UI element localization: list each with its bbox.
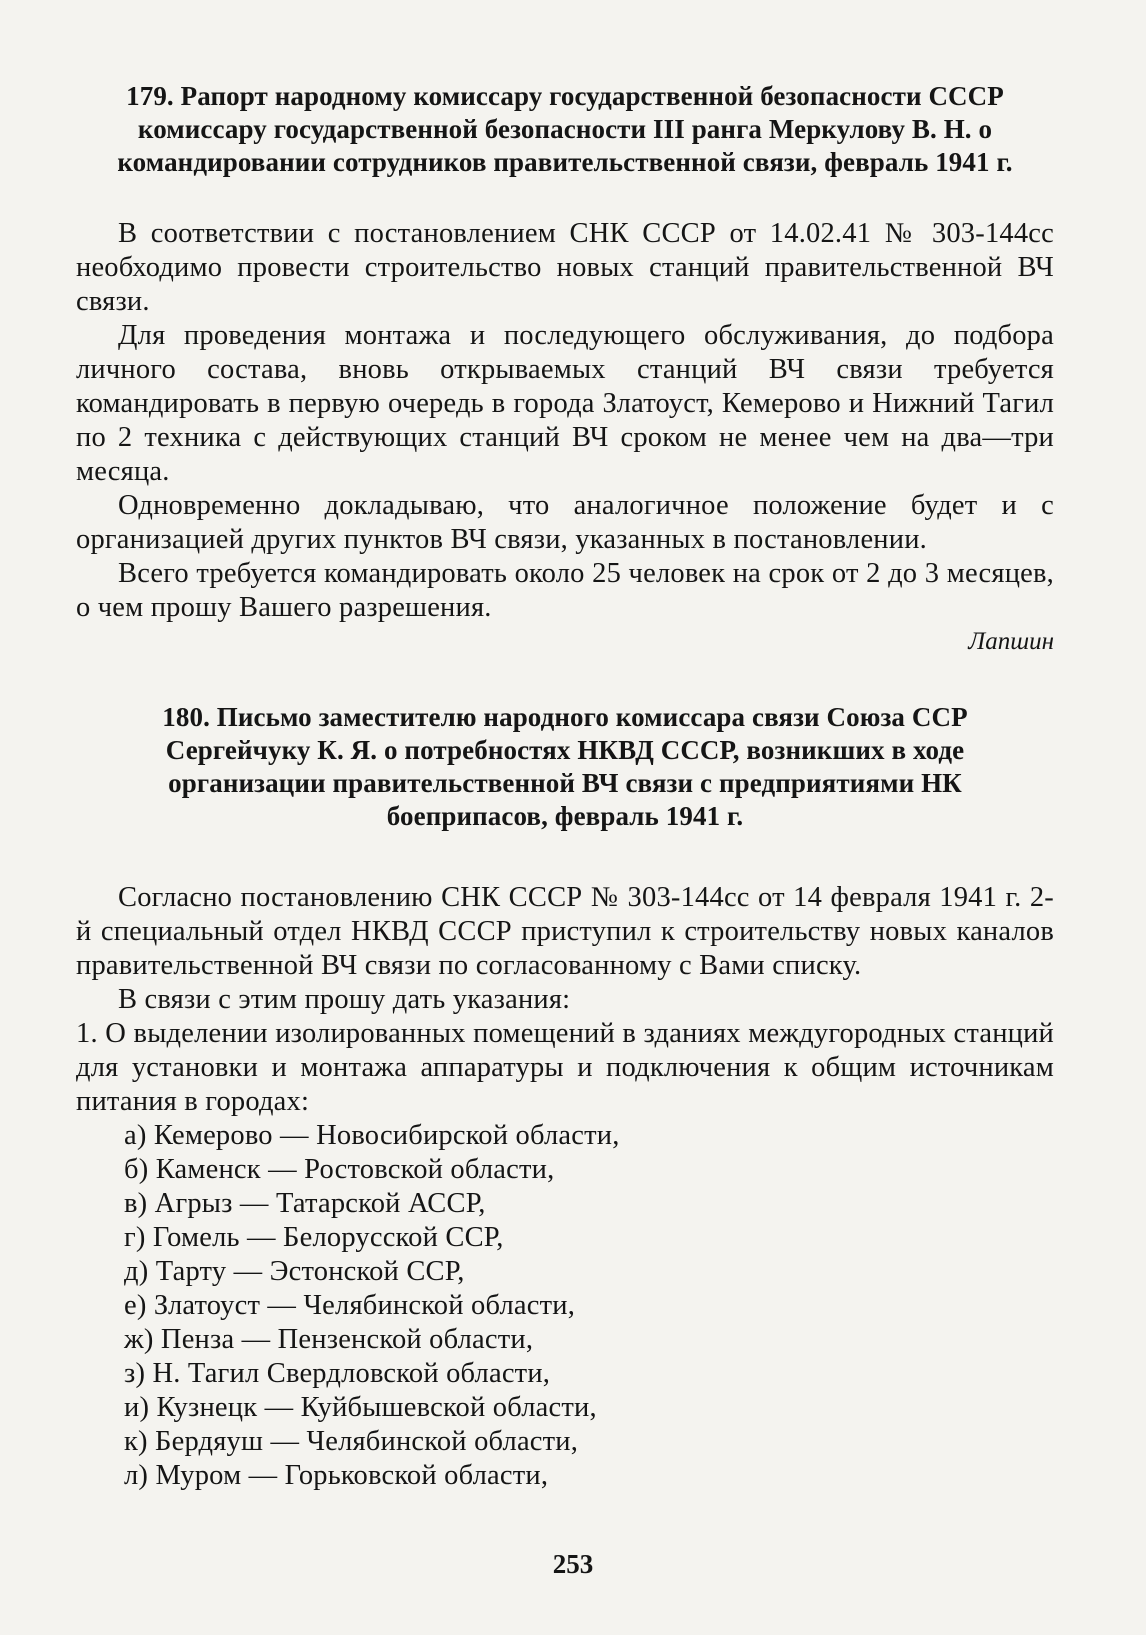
city-list: [76, 1119, 1054, 1493]
doc-179-title: 179. Рапорт народному комиссару государственной безопасности СССР комиссару государственной безопасности III ранга Меркулову В. Н. о командировании сотрудников правительственной связи, февраль 1941 г.: [117, 81, 1013, 177]
doc-180-paragraph: Согласно постановлению СНК СССР № 303-144сс от 14 февраля 1941 г. 2-й специальный отдел НКВД СССР приступил к строительству новых каналов правительственной ВЧ связи по согласованному с Вами списку.: [76, 882, 1054, 981]
document-page: [76, 70, 1054, 1493]
doc-179-paragraph: Для проведения монтажа и последующего обслуживания, до подбора личного состава, вновь открываемых станций ВЧ связи требуется командировать в первую очередь в города Златоуст, Кемерово и Нижний Тагил по 2 техника с действующих станций ВЧ сроком не менее чем на два—три месяца.: [76, 320, 1054, 487]
doc-180-body: [76, 881, 1054, 1119]
city-list-item: в) Агрыз — Татарской АССР,: [124, 1188, 486, 1219]
city-list-item: г) Гомель — Белорусской ССР,: [124, 1222, 504, 1253]
doc-180-paragraph: В связи с этим прошу дать указания:: [118, 984, 571, 1015]
doc-179-paragraph: Одновременно докладываю, что аналогичное положение будет и с организацией других пунктов ВЧ связи, указанных в постановлении.: [76, 490, 1054, 555]
city-list-item: з) Н. Тагил Свердловской области,: [124, 1358, 551, 1389]
page-number: 253: [552, 1549, 594, 1579]
city-list-item: л) Муром — Горьковской области,: [124, 1460, 549, 1491]
doc-179-paragraph: В соответствии с постановлением СНК СССР от 14.02.41 № 303-144сс необходимо провести строительство новых станций правительственной ВЧ связи.: [76, 218, 1054, 317]
city-list-item: д) Тарту — Эстонской ССР,: [124, 1256, 465, 1287]
doc-180-title: 180. Письмо заместителю народного комиссара связи Союза ССР Сергейчуку К. Я. о потребностях НКВД СССР, возникших в ходе организации правительственной ВЧ связи с предприятиями НК боеприпасов, февраль 1941 г.: [162, 702, 968, 831]
doc-179-body: [76, 217, 1054, 625]
doc-179-signature: Лапшин: [968, 628, 1054, 655]
city-list-item: к) Бердяуш — Челябинской области,: [124, 1426, 579, 1457]
city-list-item: е) Златоуст — Челябинской области,: [124, 1290, 576, 1321]
city-list-item: и) Кузнецк — Куйбышевской области,: [124, 1392, 597, 1423]
doc-180-paragraph: 1. О выделении изолированных помещений в зданиях междугородных станций для установки и монтажа аппаратуры и подключения к общим источникам питания в городах:: [76, 1018, 1054, 1117]
doc-179-paragraph: Всего требуется командировать около 25 человек на срок от 2 до 3 месяцев, о чем прошу Вашего разрешения.: [76, 558, 1054, 623]
city-list-item: б) Каменск — Ростовской области,: [124, 1154, 555, 1185]
city-list-item: а) Кемерово — Новосибирской области,: [124, 1120, 620, 1151]
city-list-item: ж) Пенза — Пензенской области,: [124, 1324, 534, 1355]
